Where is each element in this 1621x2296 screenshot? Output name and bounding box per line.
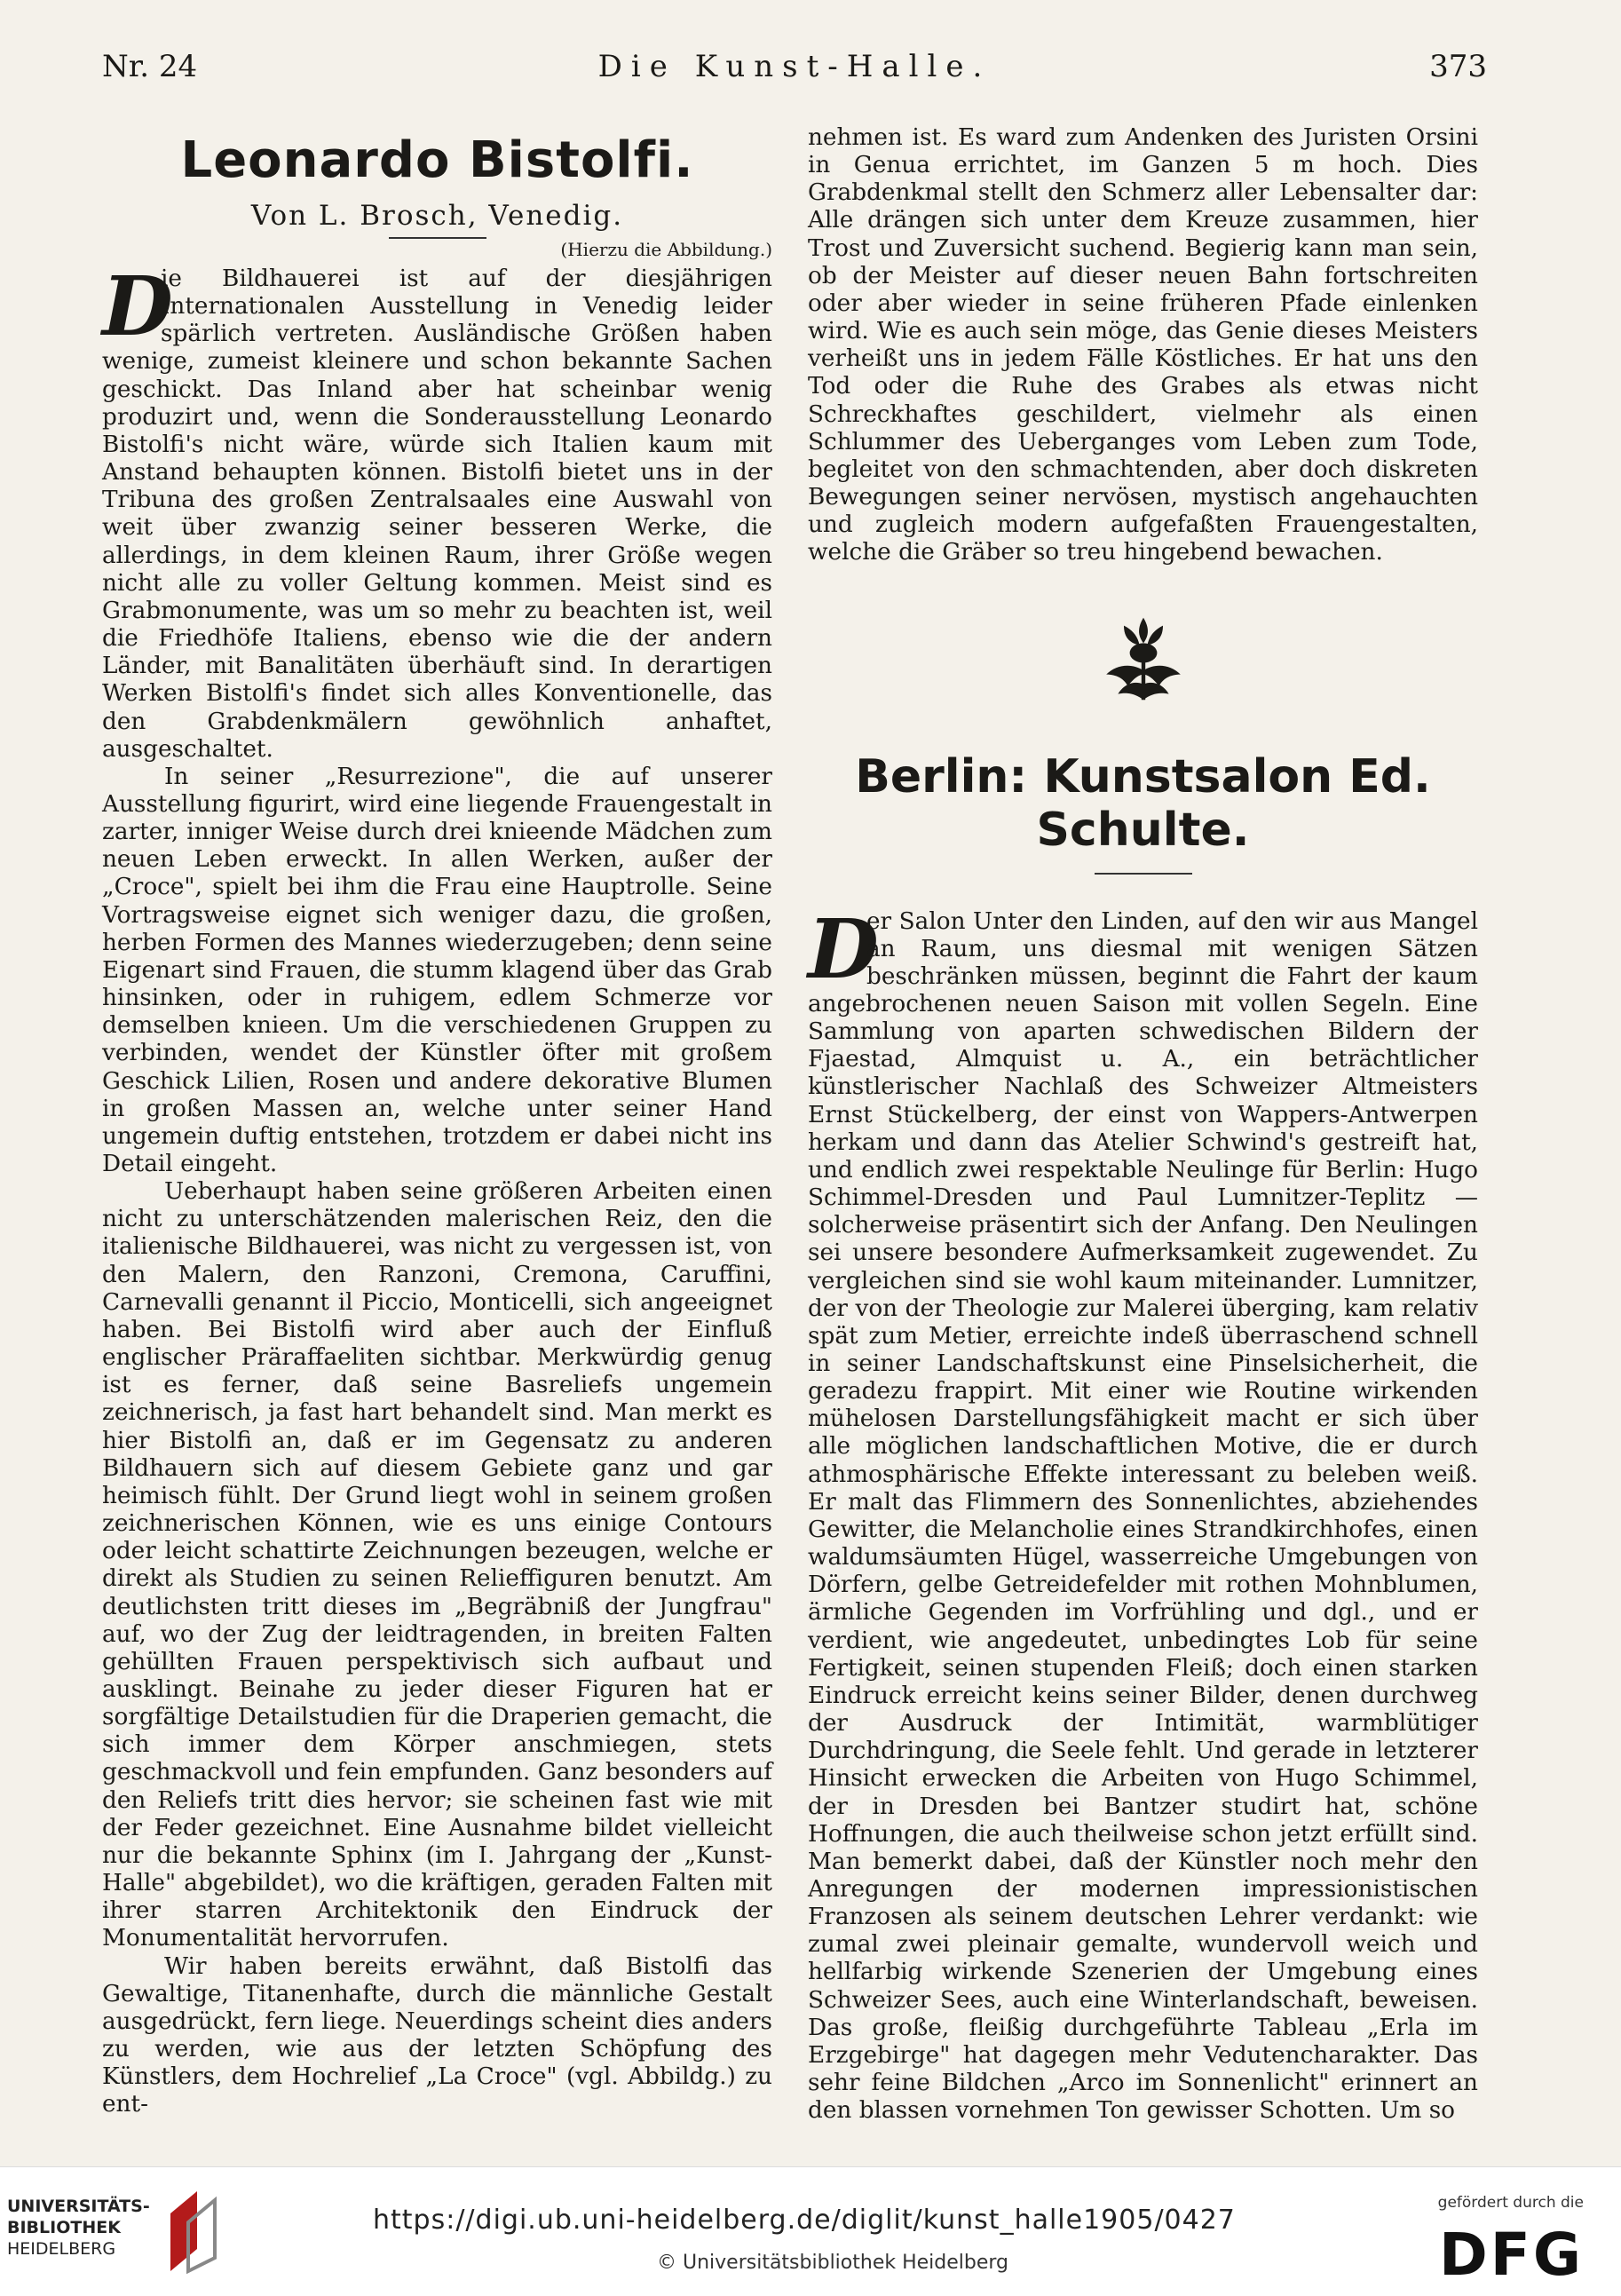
drop-cap: D	[808, 900, 879, 997]
article-title: Berlin: Kunstsalon Ed. Schulte.	[855, 749, 1431, 857]
paragraph: D ie Bildhauerei ist auf der diesjährigen Internationalen Ausstellung in Venedig leider spärlich vertreten. Ausländische Größen haben wenige, zumeist kleinere und schon bekannte Sachen geschickt. Das Inland aber hat scheinbar wenig produzirt und, wenn die Sonderausstellung Leonardo Bistolfi's nicht wäre, würde sich Italien kaum mit Anstand behaupten können. Bistolfi bietet uns in der Tribuna des großen Zentralsaales eine Auswahl von weit über zwanzig seiner besseren Werke, die allerdings, in dem kleinen Raum, ihrer Größe wegen nicht alle zu voller Geltung kommen. Meist sind es Grabmonumente, was um so mehr zu beachten ist, weil die Friedhöfe Italiens, ebenso wie die der andern Länder, mit Banalitäten überhäuft sind. In derartigen Werken Bistolfi's findet sich alles Konventionelle, das den Grabdenkmälern gewöhnlich anhaftet, ausgeschaltet.	[102, 258, 772, 763]
journal-title: Die Kunst-Halle.	[597, 49, 992, 84]
paragraph: D er Salon Unter den Linden, auf den wir aus Mangel an Raum, uns diesmal mit wenigen Sätzen beschränken müssen, beginnt die Fahrt der kaum angebrochenen neuen Saison mit vollen Segeln. Eine Sammlung von aparten schwedischen Bildern der Fjaestad, Almquist u. A., ein beträchtlicher künstlerischer Nachlaß des Schweizer Altmeisters Ernst Stückelberg, der einst von Wappers-Antwerpen herkam und dann das Atelier Schwind's gestreift hat, und endlich zwei respektable Neulinge für Berlin: Hugo Schimmel-Dresden und Paul Lumnitzer-Teplitz — solcherweise präsentirt sich der Anfang. Den Neulingen sei unsere besondere Aufmerksamkeit zugewendet. Zu vergleichen sind sie wohl kaum miteinander. Lumnitzer, der von der Theologie zur Malerei überging, kam relativ spät zum Metier, erreichte indeß überraschend schnell in seiner Landschaftskunst eine Pinselsicherheit, die geradezu frappirt. Mit einer wie Routine wirkenden mühelosen Darstellungsfähigkeit macht er sich über alle möglichen landschaftlichen Motive, die er durch athmosphärische Effekte interessant zu beleben weiß. Er malt das Flimmern des Sonnenlichtes, abziehendes Gewitter, die Melancholie eines Strandkirchhofes, einen waldumsäumten Hügel, wasserreiche Umgebungen von Dörfern, gelbe Getreidefelder mit rothen Mohnblumen, ärmliche Gegenden im Vorfrühling und dgl., und er verdient, wie angedeutet, unbedingtes Lob für seine Fertigkeit, seinen stupenden Fleiß; doch einen starken Eindruck erreicht keins seiner Bilder, denen durchweg der Ausdruck der Intimität, warmblütiger Durchdringung, die Seele fehlt. Und gerade in letzterer Hinsicht erwecken die Arbeiten von Hugo Schimmel, der in Dresden bei Bantzer studirt hat, schöne Hoffnungen, die auch theilweise schon jetzt erfüllt sind. Man bemerkt dabei, daß der Künstler noch mehr den Anregungen der modernen impressionistischen Franzosen als seinem deutschen Lehrer verdankt: wie zumal zwei pleinair gemalte, wundervoll weich und hellfarbig wirkende Szenerien der Umgebung eines Schweizer Sees, auch eine Winterlandschaft, beweisen. Das große, fleißig durchgeführte Tableau „Erla im Erzgebirge" hat dagegen mehr Vedutencharakter. Das sehr feine Bildchen „Arco im Sonnenlicht" erinnert an den blassen vornehmen Ton gewisser Schotten. Um so	[808, 900, 1478, 2125]
page-number: 373	[1429, 49, 1487, 84]
left-column	[102, 123, 772, 2118]
paragraph: In seiner „Resurrezione", die auf unserer Ausstellung figurirt, wird eine liegende Frauengestalt in zarter, inniger Weise durch drei knieende Mädchen zum neuen Leben erweckt. In allen Werken, außer der „Croce", spielt bei ihm die Frau eine Hauptrolle. Seine Vortragsweise eignet sich weniger dazu, die großen, herben Formen des Mannes wiederzugeben; denn seine Eigenart sind Frauen, die stumm klagend über das Grab hinsinken, oder in ruhigem, edlem Schmerze vor demselben knieen. Um die verschiedenen Gruppen zu verbinden, wendet der Künstler öfter mit großem Geschick Lilien, Rosen und andere dekorative Blumen in großen Massen an, welche unter seiner Hand ungemein duftig entstehen, trotzdem er dabei nicht ins Detail eingeht.	[102, 763, 772, 1177]
drop-cap: D	[102, 258, 173, 354]
article-title: Leonardo Bistolfi.	[180, 131, 694, 189]
digitization-footer	[0, 2166, 1621, 2296]
copyright-notice: © Universitätsbibliothek Heidelberg	[657, 2252, 1009, 2274]
funding-note: gefördert durch die	[1437, 2194, 1584, 2212]
right-column	[808, 124, 1478, 2125]
page-header	[102, 49, 1487, 102]
article-byline: Von L. Brosch, Venedig.	[250, 200, 624, 232]
dfg-logo: DFG	[1438, 2221, 1584, 2289]
issue-number: Nr. 24	[102, 49, 198, 84]
paragraph-continuation: nehmen ist. Es ward zum Andenken des Juristen Orsini in Genua errichtet, im Ganzen 5 m hoch. Dies Grabdenkmal stellt den Schmerz aller Lebensalter dar: Alle drängen sich unter dem Kreuze zusammen, hier Trost und Zuversicht suchend. Begierig kann man sein, ob der Meister auf dieser neuen Bahn fortschreiten oder aber wieder in seine früheren Pfade einlenken wird. Wie es auch sein möge, das Genie dieses Meisters verheißt uns in jedem Fälle Köstliches. Er hat uns den Tod oder die Ruhe des Grabes als etwas nicht Schreckhaftes geschildert, vielmehr als einen Schlummer des Ueberganges vom Leben zum Tode, begleitet von den schmachtenden, aber doch diskreten Bewegungen seiner nervösen, mystisch angehauchten und zugleich modern aufgefaßten Frauengestalten, welche die Gräber so treu hingebend bewachen.	[808, 124, 1478, 566]
paragraph: Ueberhaupt haben seine größeren Arbeiten einen nicht zu unterschätzenden malerischen Reiz, den die italienische Bildhauerei, was nicht zu vergessen ist, von den Malern, den Ranzoni, Cremona, Caruffini, Carnevalli genannt il Piccio, Monticelli, sich angeeignet haben. Bei Bistolfi wird aber auch der Einfluß englischer Präraffaeliten sichtbar. Merkwürdig genug ist es ferner, daß seine Basreliefs ungemein zeichnerisch, ja fast hart behandelt sind. Man merkt es hier Bistolfi an, daß er im Gegensatz zu anderen Bildhauern sich auf diesem Gebiete ganz und gar heimisch fühlt. Der Grund liegt wohl in seinem großen zeichnerischen Können, wie es uns einige Contours oder leicht schattirte Zeichnungen bezeugen, welche er direkt als Studien zu seinen Relieffiguren benutzt. Am deutlichsten tritt dieses im „Begräbniß der Jungfrau" auf, wo der Zug der leidtragenden, in breiten Falten gehüllten Frauen perspektivisch sich aufbaut und ausklingt. Beinahe zu jeder dieser Figuren hat er sorgfältige Detailstudien für die Draperien gemacht, die sich immer dem Körper anschmiegen, stets geschmackvoll und fein empfunden. Ganz besonders auf den Reliefs tritt dies hervor; sie scheinen fast wie mit der Feder gezeichnet. Eine Ausnahme bildet vielleicht nur die bekannte Sphinx (im I. Jahrgang der „Kunst-Halle" abgebildet), wo die kräftigen, geraden Falten mit ihrer starren Architektonik den Eindruck der Monumentalität hervorrufen.	[102, 1178, 772, 1952]
permalink-link[interactable]: https://digi.ub.uni-heidelberg.de/diglit/kunst_halle1905/0427	[373, 2205, 1236, 2236]
divider	[1095, 873, 1192, 875]
thistle-ornament-icon	[1095, 610, 1192, 708]
library-mark-icon	[162, 2187, 224, 2276]
illustration-note: (Hierzu die Abbildung.)	[560, 239, 772, 260]
library-logo: UNIVERSITÄTS- BIBLIOTHEK HEIDELBERG	[7, 2197, 150, 2259]
paragraph: Wir haben bereits erwähnt, daß Bistolfi das Gewaltige, Titanenhafte, durch die männliche Gestalt ausgedrückt, fern liege. Neuerdings scheint dies anders zu werden, wie aus der letzten Schöpfung des Künstlers, dem Hochrelief „La Croce" (vgl. Abbildg.) zu ent-	[102, 1952, 772, 2118]
